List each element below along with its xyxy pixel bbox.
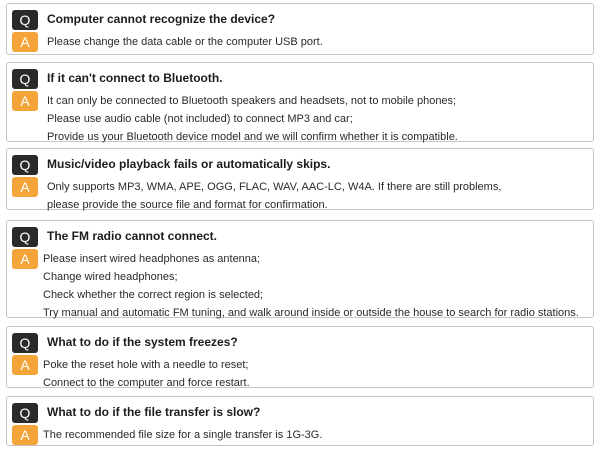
answer-text: [43, 250, 579, 322]
question-badge-icon: Q: [12, 403, 38, 423]
faq-card: [6, 62, 594, 142]
question-badge-icon: Q: [12, 333, 38, 353]
question-text: Computer cannot recognize the device?: [47, 12, 276, 26]
answer-line: Provide us your Bluetooth device model and we will confirm whether it is compatible.: [47, 131, 458, 143]
answer-line: Please insert wired headphones as antenna;: [43, 253, 261, 265]
answer-line: Change wired headphones;: [43, 271, 178, 283]
answer-line: Connect to the computer and force restart.: [43, 377, 250, 389]
answer-text: [47, 178, 501, 214]
answer-text: [43, 356, 250, 392]
answer-text: [43, 426, 322, 444]
answer-line: Poke the reset hole with a needle to reset;: [43, 359, 249, 371]
question-text: If it can't connect to Bluetooth.: [47, 71, 223, 85]
answer-text: [47, 33, 323, 51]
answer-line: Please use audio cable (not included) to connect MP3 and car;: [47, 113, 353, 125]
answer-text: [47, 92, 458, 146]
question-badge-icon: Q: [12, 10, 38, 30]
question-badge-icon: Q: [12, 227, 38, 247]
faq-card: [6, 3, 594, 55]
question-text: Music/video playback fails or automatically skips.: [47, 157, 331, 171]
answer-line: Please change the data cable or the computer USB port.: [47, 36, 323, 48]
answer-badge-icon: A: [12, 32, 38, 52]
faq-card: [6, 220, 594, 318]
answer-badge-icon: A: [12, 177, 38, 197]
answer-badge-icon: A: [12, 425, 38, 445]
answer-badge-icon: A: [12, 91, 38, 111]
answer-line: It can only be connected to Bluetooth speakers and headsets, not to mobile phones;: [47, 95, 457, 107]
question-badge-icon: Q: [12, 69, 38, 89]
faq-card: [6, 148, 594, 210]
question-text: What to do if the system freezes?: [47, 335, 238, 349]
answer-line: The recommended file size for a single transfer is 1G-3G.: [43, 429, 323, 441]
question-text: The FM radio cannot connect.: [47, 229, 218, 243]
answer-line: Try manual and automatic FM tuning, and walk around inside or outside the house to search for radio stations.: [43, 307, 579, 319]
answer-line: Only supports MP3, WMA, APE, OGG, FLAC, WAV, AAC-LC, W4A. If there are still problems,: [47, 181, 502, 193]
faq-card: [6, 326, 594, 388]
answer-line: Check whether the correct region is selected;: [43, 289, 264, 301]
answer-badge-icon: A: [12, 355, 38, 375]
answer-line: please provide the source file and format for confirmation.: [47, 199, 328, 211]
answer-badge-icon: A: [12, 249, 38, 269]
question-badge-icon: Q: [12, 155, 38, 175]
faq-card: [6, 396, 594, 446]
question-text: What to do if the file transfer is slow?: [47, 405, 261, 419]
